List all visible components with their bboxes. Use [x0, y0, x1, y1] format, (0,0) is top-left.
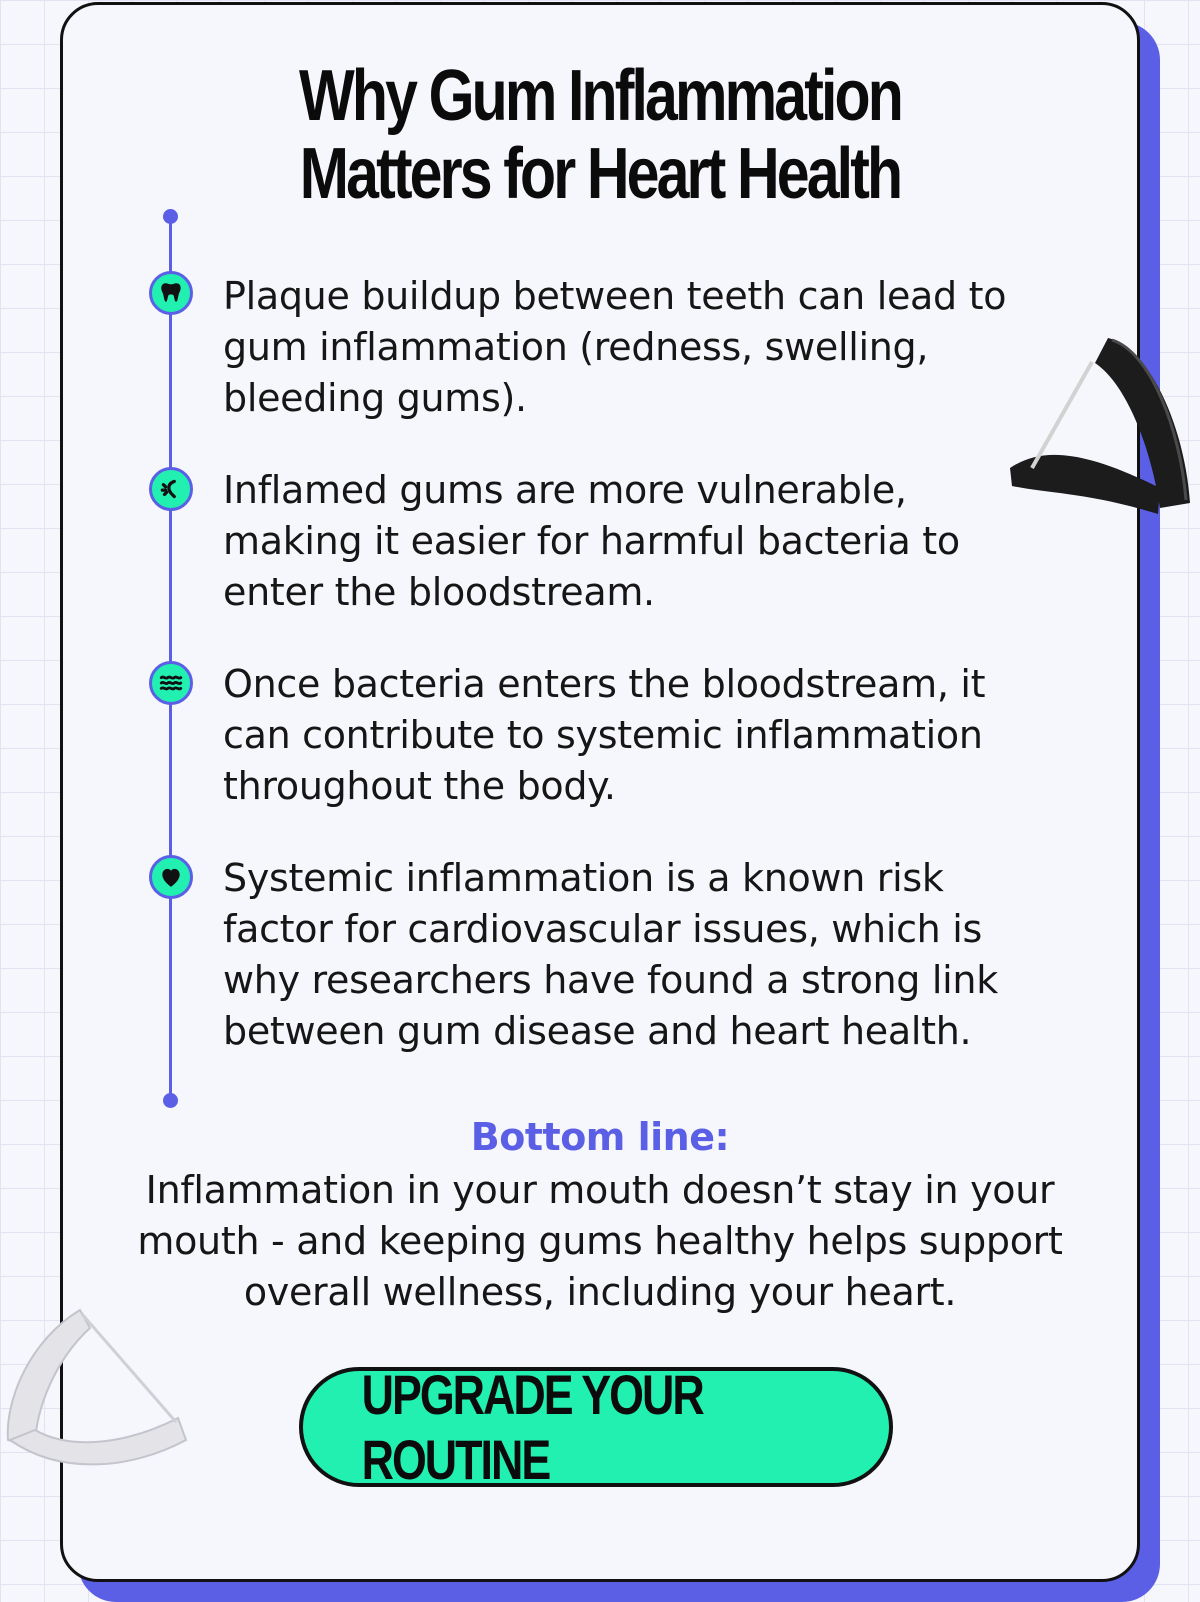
- bacteria-icon: [149, 467, 193, 511]
- waves-icon: [149, 661, 193, 705]
- bottom-line-text: Inflammation in your mouth doesn’t stay in your mouth - and keeping gums healthy helps support overall wellness, including your heart.: [137, 1168, 1063, 1314]
- bottom-line-label: Bottom line:: [470, 1115, 730, 1159]
- step-3-text: Once bacteria enters the bloodstream, it can contribute to systemic inflammation throughout the body.: [223, 662, 986, 808]
- title-line-1: Why Gum Inflammation: [299, 56, 901, 136]
- step-1-text: Plaque buildup between teeth can lead to gum inflammation (redness, swelling, bleeding gums).: [223, 274, 1007, 420]
- title-line-2: Matters for Heart Health: [299, 134, 901, 214]
- page-title: [160, 57, 1041, 213]
- step-4-text: Systemic inflammation is a known risk factor for cardiovascular issues, which is why researchers have found a strong link between gum disease and heart health.: [223, 856, 998, 1053]
- upgrade-routine-button-label: UPGRADE YOUR ROUTINE: [361, 1363, 703, 1491]
- clear-flosser-image: [0, 1300, 200, 1490]
- step-2-text: Inflamed gums are more vulnerable, making it easier for harmful bacteria to enter the bloodstream.: [223, 468, 960, 614]
- timeline-end-dot: [163, 1093, 178, 1108]
- tooth-icon: [149, 271, 193, 315]
- heart-icon: [149, 855, 193, 899]
- info-card: [60, 2, 1140, 1582]
- timeline-start-dot: [163, 209, 178, 224]
- upgrade-routine-button[interactable]: [299, 1363, 893, 1491]
- black-flosser-image: [1000, 318, 1200, 528]
- timeline-line: [169, 217, 172, 1101]
